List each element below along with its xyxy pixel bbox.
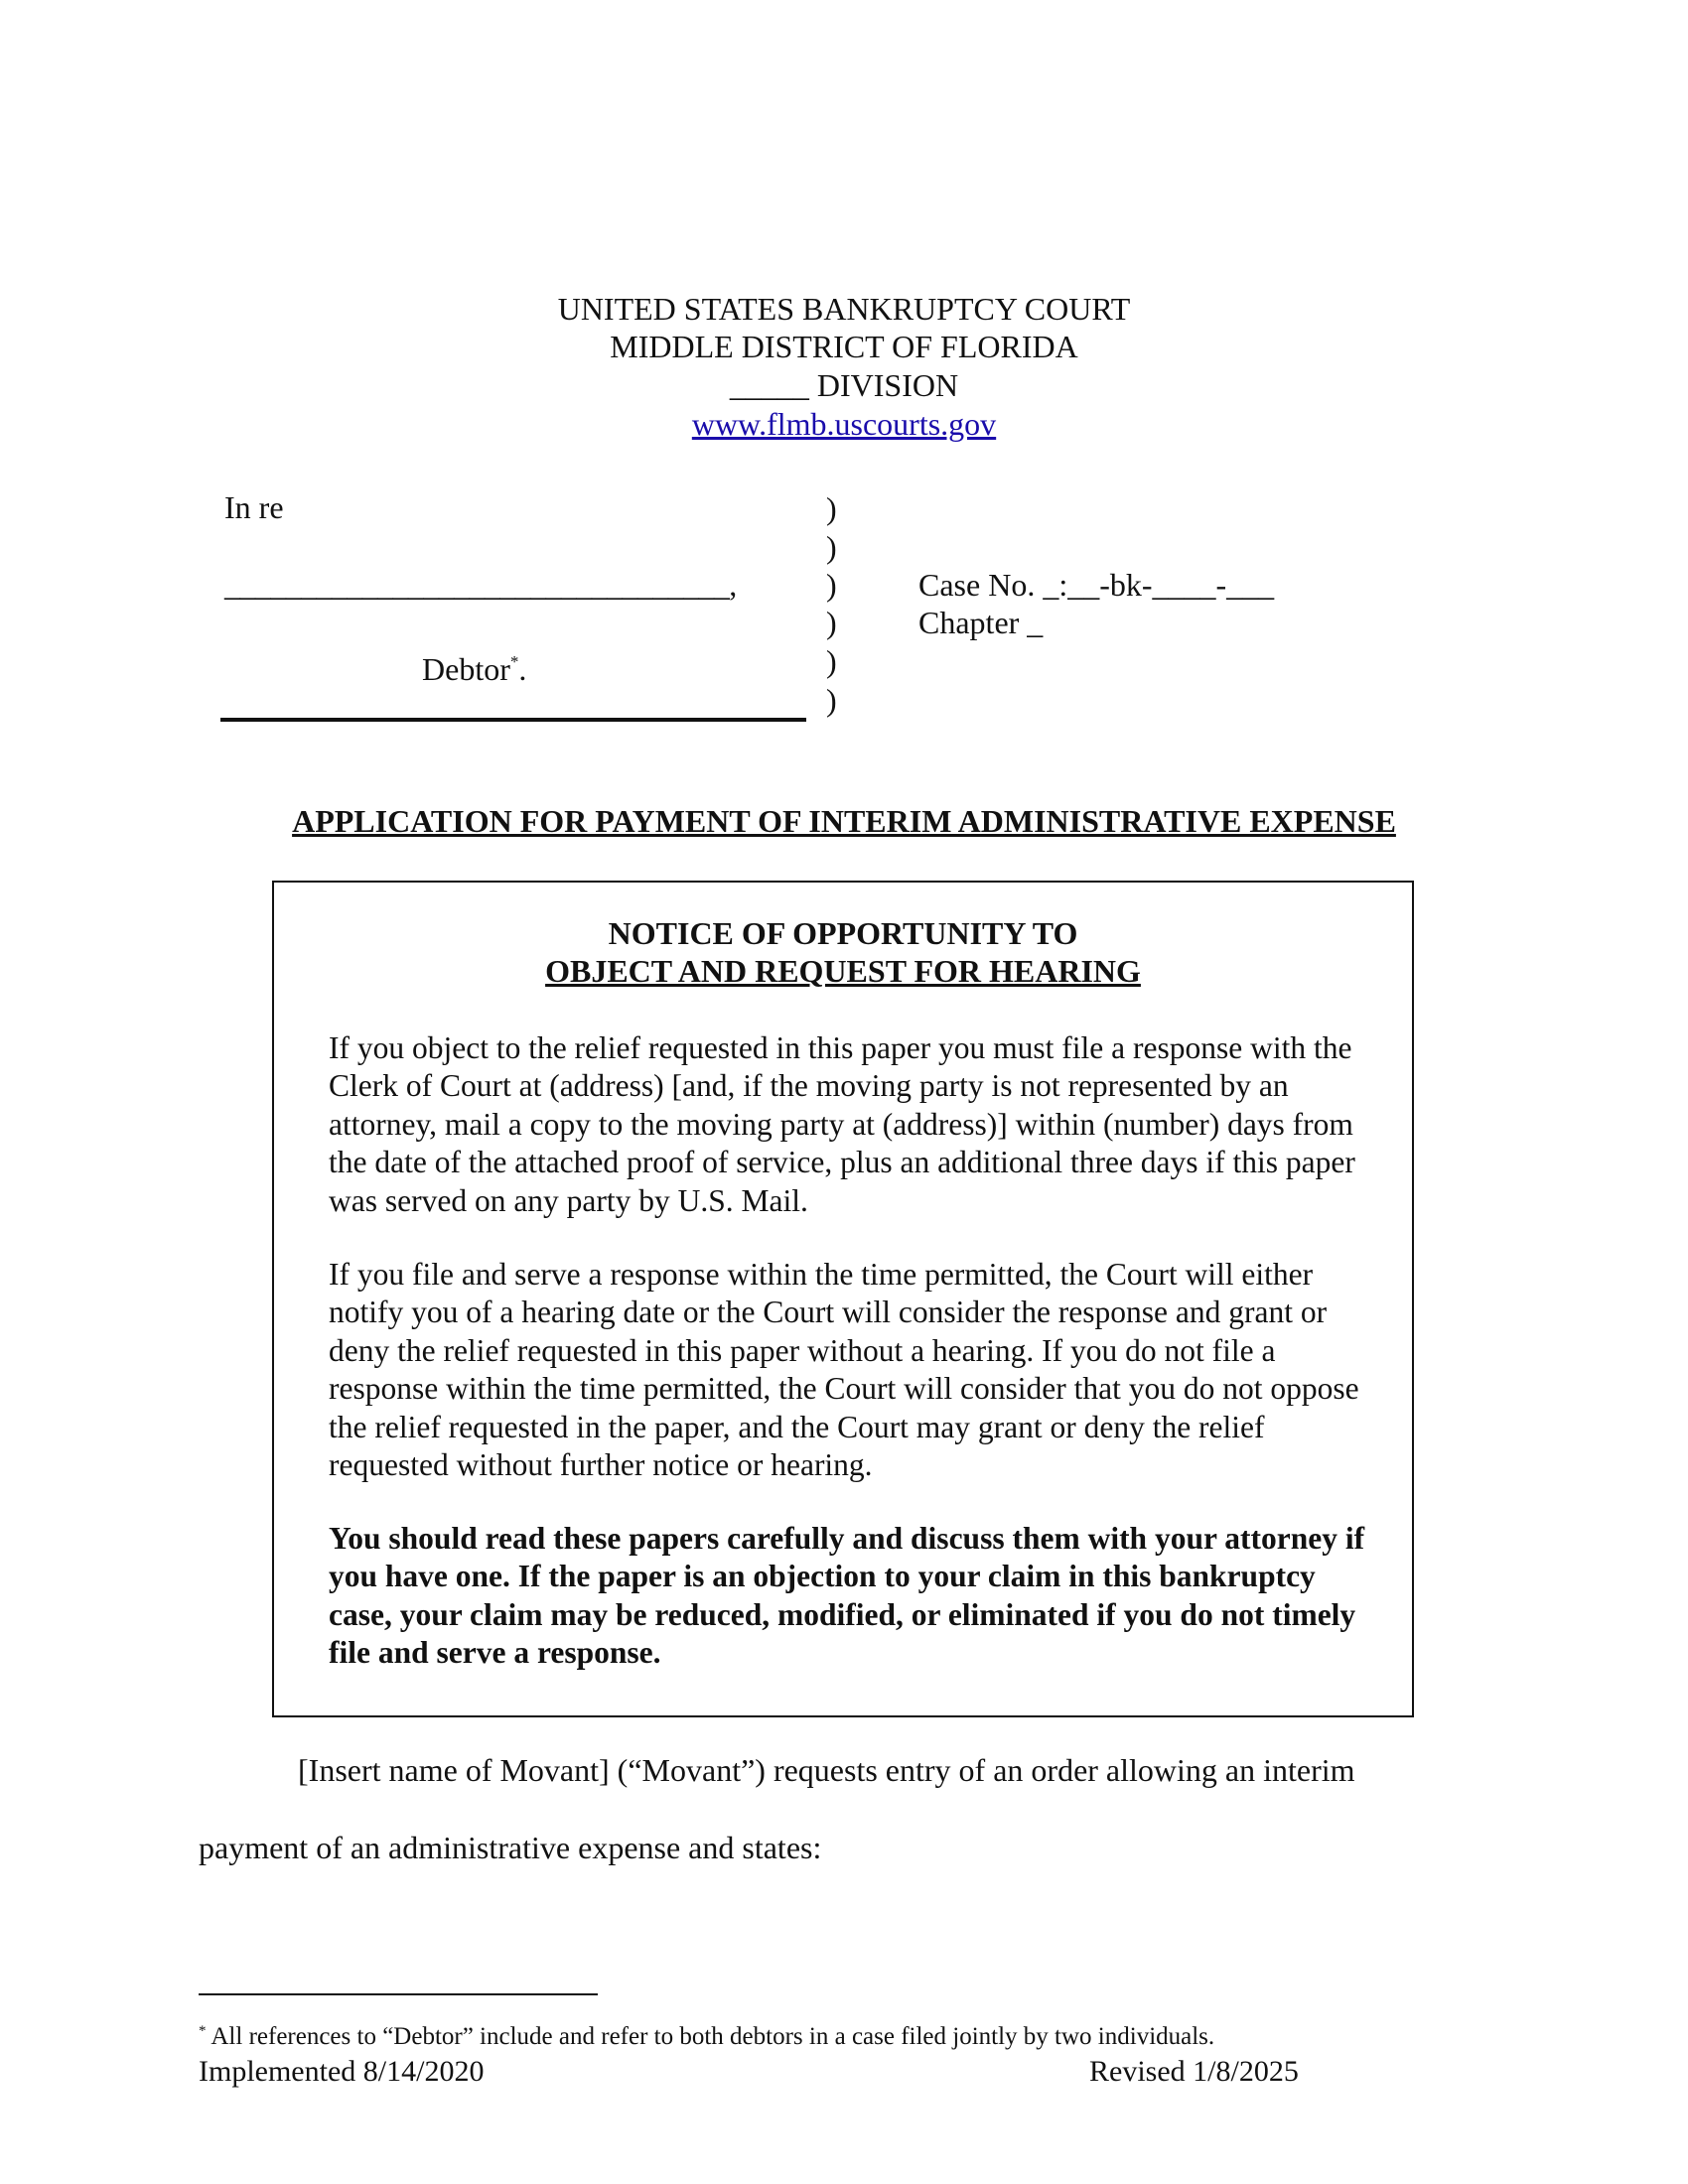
caption-paren: ) [826, 529, 837, 565]
debtor-label [422, 643, 526, 688]
in-re-label: In re [224, 489, 284, 525]
revised-date: Revised 1/8/2025 [1089, 2055, 1299, 2088]
footnote-text: All references to “Debtor” include and refer to both debtors in a case filed jointly by two individuals. [206, 2023, 1215, 2050]
notice-heading-line2: OBJECT AND REQUEST FOR HEARING [545, 953, 1141, 989]
document-title: APPLICATION FOR PAYMENT OF INTERIM ADMINISTRATIVE EXPENSE [292, 803, 1396, 839]
caption-paren: ) [826, 682, 837, 718]
chapter-number: Chapter _ [918, 605, 1044, 640]
caption-paren: ) [826, 490, 837, 526]
court-website-line [0, 405, 1688, 443]
court-name: UNITED STATES BANKRUPTCY COURT [557, 291, 1131, 327]
caption-paren: ) [826, 567, 837, 603]
notice-paragraph-response: If you object to the relief requested in this paper you must file a response with the Clerk of Court at (address) [and, if the moving party is not represented by an attorney, mail a copy to the moving party at (address)] within (number) days from the date of the attached proof of service, plus an additional three days if this paper was served on any party by U.S. Mail. [329, 1030, 1355, 1218]
debtor-label-suffix: . [518, 651, 527, 687]
caption-paren: ) [826, 643, 837, 679]
court-website-link[interactable]: www.flmb.uscourts.gov [691, 406, 997, 442]
notice-paragraph-hearing: If you file and serve a response within the time permitted, the Court will either notify you of a hearing date or the Court will consider the response and grant or deny the relief requested in this paper without a hearing. If you do not file a response within the time permitted, the Court will consider that you do not oppose the relief requested in the paper, and the Court may grant or deny the relief requested without further notice or hearing. [329, 1257, 1359, 1483]
debtor-name-line: _________________________________, [224, 567, 737, 603]
notice-box [272, 881, 1414, 1717]
implemented-date: Implemented 8/14/2020 [199, 2055, 485, 2088]
notice-paragraph-warning: You should read these papers carefully and discuss them with your attorney if you have one. If the paper is an objection to your claim in this bankruptcy case, your claim may be reduced, modified, or eliminated if you do not timely file and serve a response. [329, 1521, 1365, 1671]
debtor-footnote-mark: * [509, 652, 519, 671]
debtor-label-text: Debtor [422, 651, 510, 687]
footnote-mark: * [199, 2023, 207, 2039]
notice-heading-line1: NOTICE OF OPPORTUNITY TO [608, 915, 1078, 951]
caption-paren: ) [826, 605, 837, 640]
case-number: Case No. _:__-bk-____-___ [918, 567, 1275, 603]
footnote [199, 2016, 1214, 2052]
district-name: MIDDLE DISTRICT OF FLORIDA [610, 329, 1078, 364]
footnote-separator [199, 1993, 598, 1995]
caption-underline [220, 718, 806, 722]
division-name: _____ DIVISION [729, 367, 959, 403]
body-paragraph-line2: payment of an administrative expense and states: [199, 1830, 822, 1865]
body-paragraph-line1: [Insert name of Movant] (“Movant”) requests entry of an order allowing an interim [298, 1752, 1355, 1788]
